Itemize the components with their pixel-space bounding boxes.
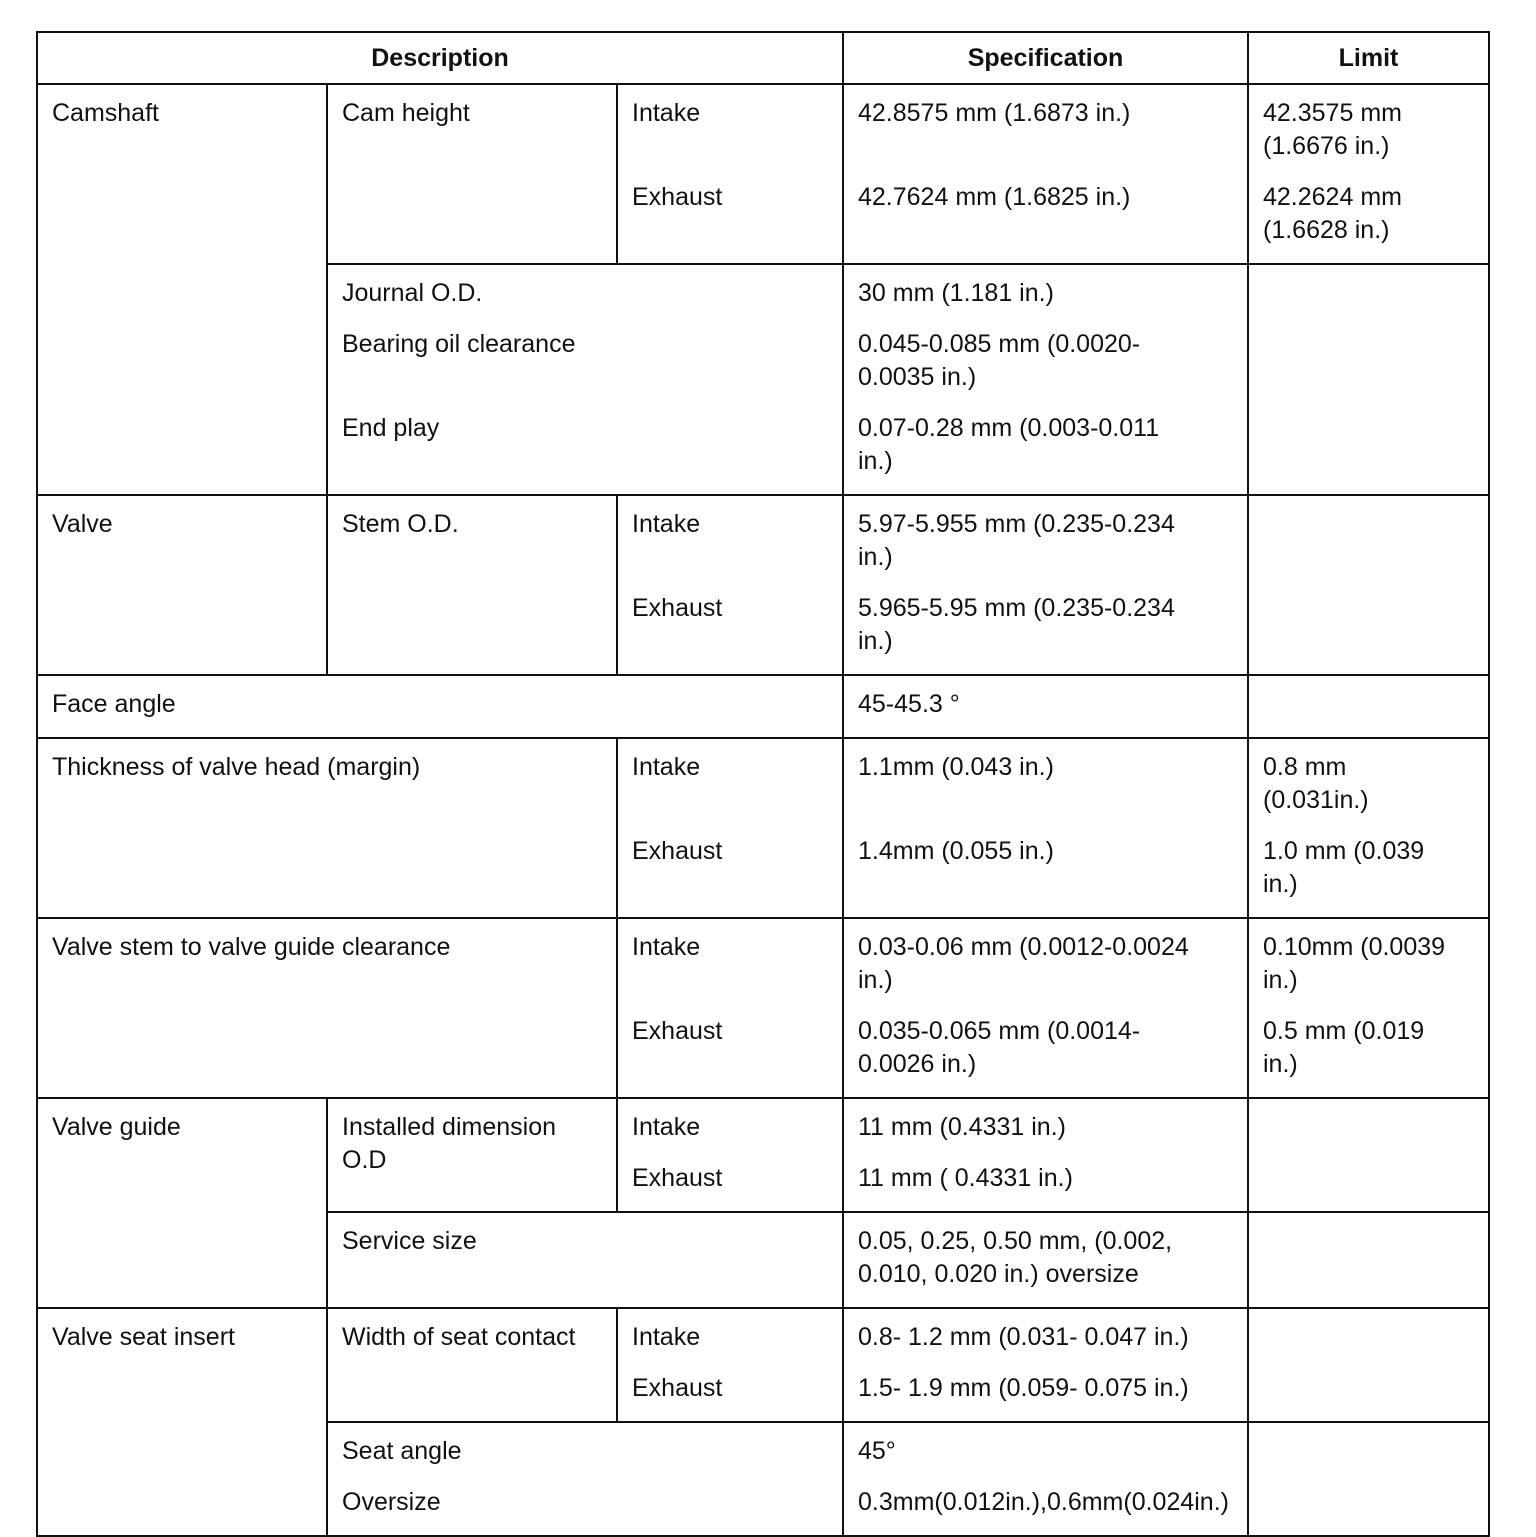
face-angle-label: Face angle: [37, 675, 843, 738]
valve-head-spec: [843, 738, 1248, 918]
installed-dimension-label: [327, 1098, 617, 1212]
cam-height-label: Cam height: [327, 84, 617, 264]
seat-contact-exhaust-label: Exhaust: [632, 1374, 723, 1402]
stem-guide-sub: [617, 918, 843, 1098]
camshaft-other-specs: [843, 264, 1248, 495]
seat-contact-intake-spec: 0.8- 1.2 mm (0.031- 0.047 in.): [858, 1323, 1189, 1351]
table-row: [37, 1098, 1489, 1212]
table-row: [37, 675, 1489, 738]
stem-guide-intake-label: Intake: [632, 933, 701, 961]
installed-exhaust-spec: 11 mm ( 0.4331 in.): [858, 1164, 1073, 1192]
seat-contact-intake-label: Intake: [632, 1323, 701, 1351]
valve-head-sub: [617, 738, 843, 918]
end-play-label: End play: [342, 414, 440, 442]
valve-head-intake-spec: 1.1mm (0.043 in.): [858, 753, 1054, 781]
stem-od-limit: [1248, 495, 1489, 675]
service-size-limit: [1248, 1212, 1489, 1308]
valve-head-exhaust-limit-1: 1.0 mm (0.039: [1263, 837, 1425, 865]
oversize-spec: 0.3mm(0.012in.),0.6mm(0.024in.): [858, 1488, 1229, 1516]
installed-dimension-limit: [1248, 1098, 1489, 1212]
valve-head-exhaust-limit-2: in.): [1263, 870, 1298, 898]
cam-height-intake-limit-1: 42.3575 mm: [1263, 99, 1402, 127]
valve-head-exhaust-label: Exhaust: [632, 837, 723, 865]
table-row: [37, 1308, 1489, 1422]
service-size-label: Service size: [327, 1212, 843, 1308]
face-angle-limit: [1248, 675, 1489, 738]
valve-head-intake-label: Intake: [632, 753, 701, 781]
valve-head-intake-limit-1: 0.8 mm: [1263, 753, 1347, 781]
cam-height-intake-label: Intake: [632, 99, 701, 127]
service-size-spec: [843, 1212, 1248, 1308]
cam-height-spec: [843, 84, 1248, 264]
installed-dimension-sub: [617, 1098, 843, 1212]
cam-height-limit: [1248, 84, 1489, 264]
stem-guide-limit: [1248, 918, 1489, 1098]
seat-angle-oversize-labels: [327, 1422, 843, 1536]
header-specification: Specification: [843, 32, 1248, 84]
table-row: [37, 495, 1489, 675]
cam-height-exhaust-label: Exhaust: [632, 183, 723, 211]
header-row: [37, 32, 1489, 84]
stem-od-label: Stem O.D.: [327, 495, 617, 675]
seat-angle-oversize-specs: [843, 1422, 1248, 1536]
stem-guide-spec: [843, 918, 1248, 1098]
seat-contact-spec: [843, 1308, 1248, 1422]
cam-height-intake-limit-2: (1.6676 in.): [1263, 132, 1390, 160]
installed-dimension-label-2: O.D: [342, 1146, 387, 1174]
journal-od-spec: 30 mm (1.181 in.): [858, 279, 1054, 307]
stem-guide-exhaust-spec-1: 0.035-0.065 mm (0.0014-: [858, 1017, 1141, 1045]
stem-od-sub: [617, 495, 843, 675]
table-row: [37, 84, 1489, 264]
valve-spec-table: [36, 31, 1490, 1537]
end-play-spec-1: 0.07-0.28 mm (0.003-0.011: [858, 414, 1160, 442]
stem-od-exhaust-spec-2: in.): [858, 627, 893, 655]
valve-head-limit: [1248, 738, 1489, 918]
cam-height-exhaust-spec: 42.7624 mm (1.6825 in.): [858, 183, 1131, 211]
valve-label: Valve: [37, 495, 327, 675]
stem-od-exhaust-spec-1: 5.965-5.95 mm (0.235-0.234: [858, 594, 1175, 622]
bearing-oil-clearance-spec-2: 0.0035 in.): [858, 363, 977, 391]
valve-head-exhaust-spec: 1.4mm (0.055 in.): [858, 837, 1054, 865]
stem-guide-label: Valve stem to valve guide clearance: [37, 918, 617, 1098]
stem-guide-intake-spec-1: 0.03-0.06 mm (0.0012-0.0024: [858, 933, 1189, 961]
seat-contact-sub: [617, 1308, 843, 1422]
stem-od-exhaust-label: Exhaust: [632, 594, 723, 622]
installed-dimension-spec: [843, 1098, 1248, 1212]
service-size-spec-1: 0.05, 0.25, 0.50 mm, (0.002,: [858, 1227, 1173, 1255]
stem-od-intake-spec-2: in.): [858, 543, 893, 571]
seat-contact-exhaust-spec: 1.5- 1.9 mm (0.059- 0.075 in.): [858, 1374, 1189, 1402]
valve-head-label: Thickness of valve head (margin): [37, 738, 617, 918]
cam-height-exhaust-limit-1: 42.2624 mm: [1263, 183, 1402, 211]
cam-height-sub: [617, 84, 843, 264]
installed-intake-spec: 11 mm (0.4331 in.): [858, 1113, 1066, 1141]
valve-head-intake-limit-2: (0.031in.): [1263, 786, 1369, 814]
valve-guide-label: Valve guide: [37, 1098, 327, 1308]
installed-intake-label: Intake: [632, 1113, 701, 1141]
service-size-spec-2: 0.010, 0.020 in.) oversize: [858, 1260, 1139, 1288]
stem-od-intake-label: Intake: [632, 510, 701, 538]
camshaft-label: Camshaft: [37, 84, 327, 495]
end-play-spec-2: in.): [858, 447, 893, 475]
header-limit: Limit: [1248, 32, 1489, 84]
stem-od-spec: [843, 495, 1248, 675]
journal-od-label: Journal O.D.: [342, 279, 483, 307]
table-row: [37, 918, 1489, 1098]
stem-guide-exhaust-label: Exhaust: [632, 1017, 723, 1045]
valve-seat-insert-label: Valve seat insert: [37, 1308, 327, 1536]
seat-contact-width-label: Width of seat contact: [327, 1308, 617, 1422]
stem-guide-intake-spec-2: in.): [858, 966, 893, 994]
seat-angle-label: Seat angle: [342, 1437, 462, 1465]
cam-height-intake-spec: 42.8575 mm (1.6873 in.): [858, 99, 1131, 127]
bearing-oil-clearance-spec-1: 0.045-0.085 mm (0.0020-: [858, 330, 1141, 358]
cam-height-exhaust-limit-2: (1.6628 in.): [1263, 216, 1390, 244]
camshaft-other-labels: [327, 264, 843, 495]
stem-guide-intake-limit-1: 0.10mm (0.0039: [1263, 933, 1446, 961]
seat-angle-spec: 45°: [858, 1437, 896, 1465]
stem-guide-exhaust-limit-2: in.): [1263, 1050, 1298, 1078]
seat-angle-oversize-limit: [1248, 1422, 1489, 1536]
bearing-oil-clearance-label: Bearing oil clearance: [342, 330, 576, 358]
stem-od-intake-spec-1: 5.97-5.955 mm (0.235-0.234: [858, 510, 1175, 538]
header-description: Description: [37, 32, 843, 84]
seat-contact-limit: [1248, 1308, 1489, 1422]
installed-exhaust-label: Exhaust: [632, 1164, 723, 1192]
stem-guide-exhaust-spec-2: 0.0026 in.): [858, 1050, 977, 1078]
installed-dimension-label-1: Installed dimension: [342, 1113, 557, 1141]
stem-guide-exhaust-limit-1: 0.5 mm (0.019: [1263, 1017, 1425, 1045]
oversize-label: Oversize: [342, 1488, 441, 1516]
stem-guide-intake-limit-2: in.): [1263, 966, 1298, 994]
table-row: [37, 738, 1489, 918]
camshaft-other-limit: [1248, 264, 1489, 495]
face-angle-spec: 45-45.3 °: [843, 675, 1248, 738]
